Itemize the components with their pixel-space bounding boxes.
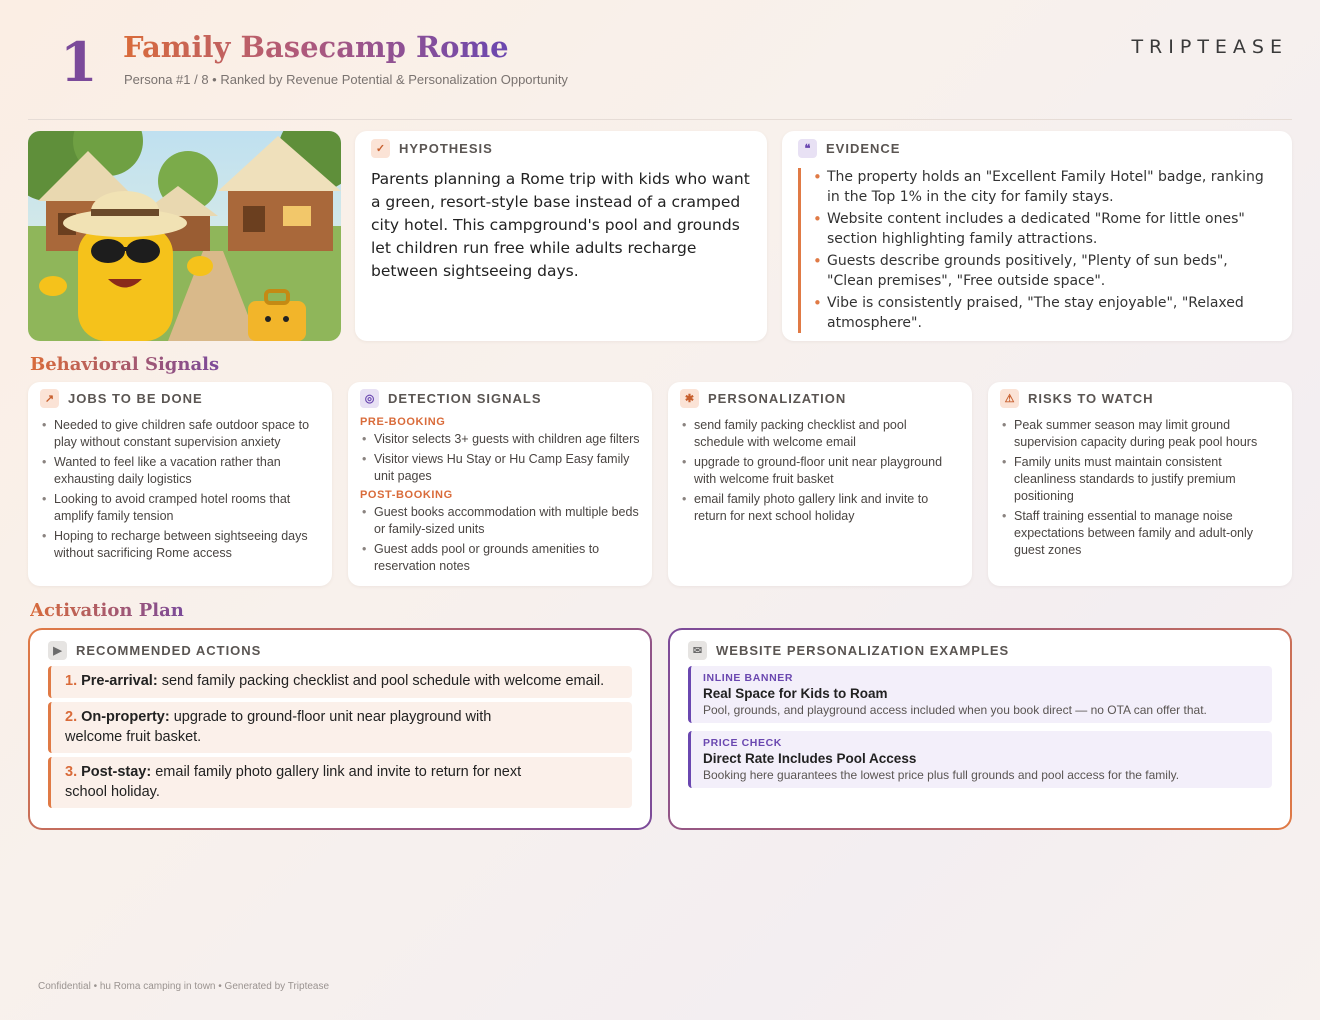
- evidence-item: • The property holds an "Excellent Family Hotel" badge, ranking in the Top 1% in the city for family stays.: [813, 168, 1276, 207]
- example-item: [688, 666, 1272, 723]
- action-text: send family packing checklist and pool schedule with welcome email.: [157, 673, 605, 689]
- post-booking-list: [360, 504, 640, 575]
- examples-header: [688, 641, 1009, 660]
- pre-booking-label: PRE-BOOKING: [360, 416, 446, 428]
- envelope-icon: ✉: [688, 641, 707, 660]
- warning-icon: ⚠: [1000, 389, 1019, 408]
- persona-rank: 1: [60, 30, 98, 94]
- jobs-list: [40, 417, 320, 562]
- example-body: Pool, grounds, and playground access included when you book direct — no OTA can offer that.: [703, 703, 1207, 717]
- action-lead: On-property:: [81, 709, 170, 725]
- action-lead: Post-stay:: [81, 764, 152, 780]
- jobs-header: [40, 389, 320, 408]
- risks-item: • Family units must maintain consistent cleanliness standards to justify premium positioning: [1000, 454, 1280, 505]
- personalization-label: PERSONALIZATION: [708, 391, 847, 406]
- jobs-label: JOBS TO BE DONE: [68, 391, 203, 406]
- jobs-item: • Hoping to recharge between sightseeing days without sacrificing Rome access: [40, 528, 320, 562]
- personalization-item: • send family packing checklist and pool schedule with welcome email: [680, 417, 960, 451]
- quote-icon: ❝: [798, 139, 817, 158]
- page-subtitle: Persona #1 / 8 • Ranked by Revenue Potential & Personalization Opportunity: [124, 72, 568, 87]
- pre-booking-list: [360, 431, 640, 485]
- risks-header: [1000, 389, 1280, 408]
- risks-item: • Peak summer season may limit ground supervision capacity during peak pool hours: [1000, 417, 1280, 451]
- sparkle-icon: ✱: [680, 389, 699, 408]
- detection-label: DETECTION SIGNALS: [388, 391, 542, 406]
- persona-illustration: [28, 131, 341, 341]
- actions-label: RECOMMENDED ACTIONS: [76, 643, 262, 658]
- risks-label: RISKS TO WATCH: [1028, 391, 1154, 406]
- action-number: 1.: [65, 673, 78, 689]
- example-tag: INLINE BANNER: [703, 672, 794, 684]
- hypothesis-label: HYPOTHESIS: [399, 141, 493, 156]
- page-header: [28, 0, 1292, 120]
- detection-header: [360, 389, 640, 408]
- personalization-list: [680, 417, 960, 525]
- behavioral-signals-title: Behavioral Signals: [30, 354, 220, 375]
- example-headline: Real Space for Kids to Roam: [703, 686, 888, 701]
- post-booking-label: POST-BOOKING: [360, 489, 453, 501]
- website-examples-card: [668, 628, 1292, 830]
- jobs-card: [28, 382, 332, 586]
- risks-card: [988, 382, 1292, 586]
- play-icon: ▶: [48, 641, 67, 660]
- personalization-header: [680, 389, 960, 408]
- detection-card: [348, 382, 652, 586]
- action-number: 2.: [65, 709, 78, 725]
- post-booking-item: • Guest books accommodation with multiple beds or family-sized units: [360, 504, 640, 538]
- evidence-label: EVIDENCE: [826, 141, 901, 156]
- radar-icon: ◎: [360, 389, 379, 408]
- personalization-card: [668, 382, 972, 586]
- action-text: upgrade to ground-floor unit near playground with welcome fruit basket.: [65, 709, 492, 745]
- page-footer: Confidential • hu Roma camping in town • Generated by Triptease: [38, 981, 330, 992]
- evidence-card: [782, 131, 1292, 341]
- brand-logo: TRIPTEASE: [1131, 36, 1288, 58]
- action-lead: Pre-arrival:: [81, 673, 158, 689]
- actions-header: [48, 641, 261, 660]
- post-booking-item: • Guest adds pool or grounds amenities to reservation notes: [360, 541, 640, 575]
- hypothesis-header: [371, 139, 751, 158]
- page-title: Family Basecamp Rome: [123, 30, 509, 64]
- personalization-item: • email family photo gallery link and invite to return for next school holiday: [680, 491, 960, 525]
- hypothesis-card: [355, 131, 767, 341]
- jobs-item: • Needed to give children safe outdoor space to play without constant supervision anxiety: [40, 417, 320, 451]
- evidence-header: [798, 139, 1276, 158]
- jobs-item: • Wanted to feel like a vacation rather than exhausting daily logistics: [40, 454, 320, 488]
- evidence-item: • Guests describe grounds positively, "Plenty of sun beds", "Clean premises", "Free outside space".: [813, 252, 1276, 291]
- example-body: Booking here guarantees the lowest price plus full grounds and pool access for the family.: [703, 768, 1180, 782]
- example-headline: Direct Rate Includes Pool Access: [703, 751, 917, 766]
- action-number: 3.: [65, 764, 78, 780]
- personalization-item: • upgrade to ground-floor unit near playground with welcome fruit basket: [680, 454, 960, 488]
- action-item: [48, 702, 632, 753]
- action-item: [48, 757, 632, 808]
- evidence-list: [798, 168, 1276, 333]
- evidence-item: • Website content includes a dedicated "Rome for little ones" section highlighting family attractions.: [813, 210, 1276, 249]
- pre-booking-item: • Visitor views Hu Stay or Hu Camp Easy family unit pages: [360, 451, 640, 485]
- risks-list: [1000, 417, 1280, 559]
- jobs-item: • Looking to avoid cramped hotel rooms that amplify family tension: [40, 491, 320, 525]
- risks-item: • Staff training essential to manage noise expectations between family and adult-only guest zones: [1000, 508, 1280, 559]
- hypothesis-text: Parents planning a Rome trip with kids who want a green, resort-style base instead of a cramped city hotel. This campground's pool and grounds let children run free while adults recharge between sightseeing days.: [371, 170, 750, 280]
- example-tag: PRICE CHECK: [703, 737, 782, 749]
- action-text: email family photo gallery link and invite to return for next school holiday.: [65, 764, 522, 800]
- trend-arrow-icon: ↗: [40, 389, 59, 408]
- action-item: [48, 666, 632, 698]
- checkmark-icon: ✓: [371, 139, 390, 158]
- example-item: [688, 731, 1272, 788]
- pre-booking-item: • Visitor selects 3+ guests with children age filters: [360, 431, 640, 448]
- recommended-actions-card: [28, 628, 652, 830]
- examples-label: WEBSITE PERSONALIZATION EXAMPLES: [716, 643, 1010, 658]
- evidence-item: • Vibe is consistently praised, "The stay enjoyable", "Relaxed atmosphere".: [813, 294, 1276, 333]
- activation-plan-title: Activation Plan: [30, 600, 184, 621]
